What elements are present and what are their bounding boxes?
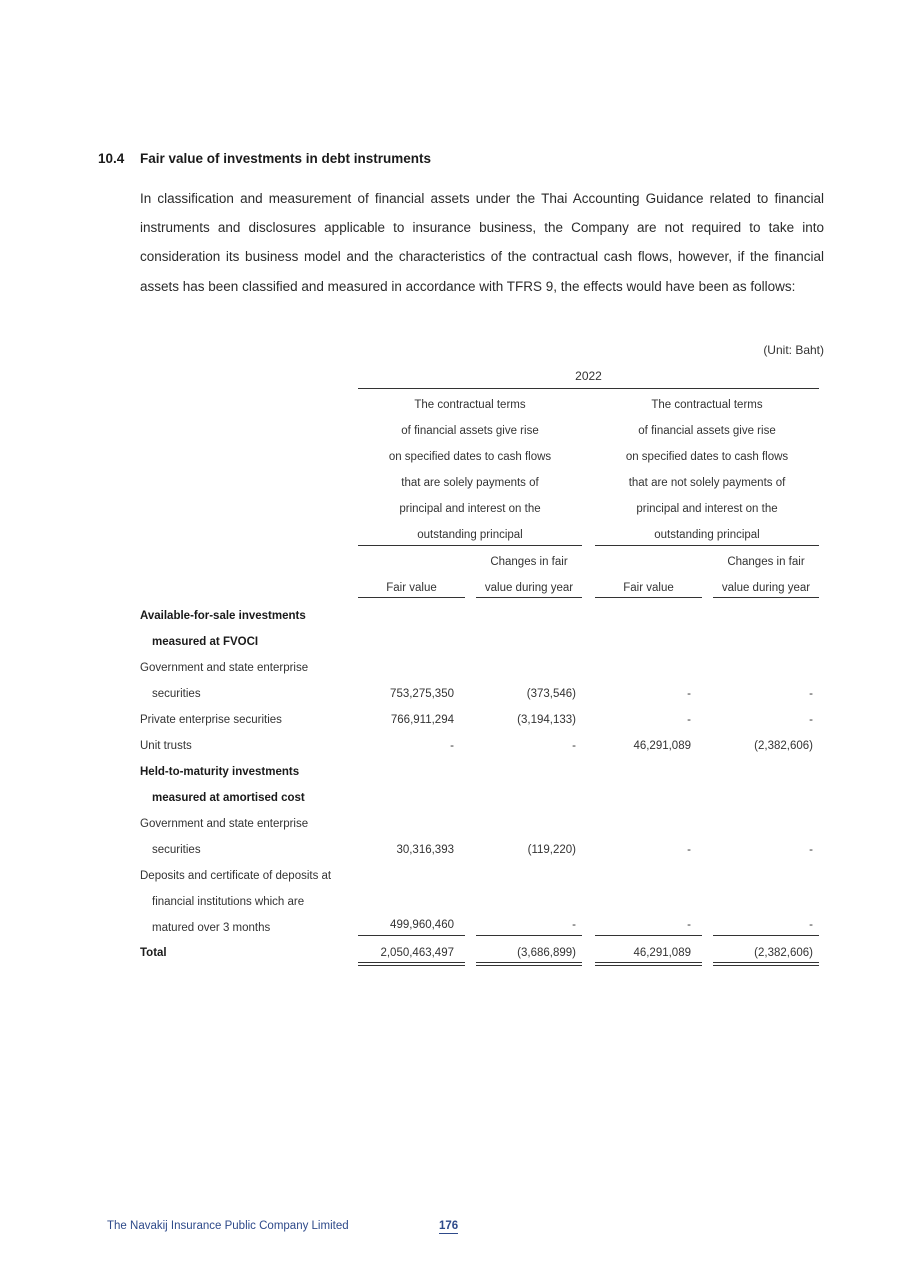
row-label: matured over 3 months (152, 922, 271, 934)
cell-value: - (450, 740, 454, 752)
col-header-changes-2: value during year (484, 582, 574, 594)
col-header-changes-1: Changes in fair (727, 556, 805, 568)
cell-value: (119,220) (527, 844, 576, 856)
group-header-line: that are solely payments of (401, 477, 539, 489)
total-double-underline (476, 962, 582, 966)
subtotal-line (595, 935, 702, 936)
cell-value: 499,960,460 (390, 919, 454, 931)
col-underline (358, 597, 465, 598)
group-header-line: of financial assets give rise (638, 425, 776, 437)
total-value: (3,686,899) (517, 947, 576, 959)
row-label: Government and state enterprise (140, 662, 309, 674)
total-value: 46,291,089 (633, 947, 691, 959)
col-underline (713, 597, 819, 598)
group-header-line: that are not solely payments of (628, 477, 786, 489)
row-label: Held-to-maturity investments (140, 766, 300, 778)
group-header-non-sppi (595, 392, 819, 548)
section-heading (98, 151, 431, 166)
cell-value: - (809, 919, 813, 931)
group-header-line: outstanding principal (417, 529, 523, 541)
cell-value: 30,316,393 (396, 844, 454, 856)
group-underline (595, 545, 819, 546)
group-header-line: on specified dates to cash flows (625, 451, 789, 463)
footer-company-name: The Navakij Insurance Public Company Limited (107, 1220, 349, 1232)
total-value: (2,382,606) (754, 947, 813, 959)
group-header-line: principal and interest on the (399, 503, 541, 515)
total-double-underline (595, 962, 702, 966)
row-label: measured at FVOCI (152, 636, 259, 648)
group-header-line: The contractual terms (651, 399, 763, 411)
year-header: 2022 (575, 369, 602, 383)
cell-value: - (809, 714, 813, 726)
group-underline (358, 545, 582, 546)
cell-value: - (572, 740, 576, 752)
subtotal-line (713, 935, 819, 936)
cell-value: - (687, 714, 691, 726)
cell-value: 46,291,089 (633, 740, 691, 752)
row-label: financial institutions which are (152, 896, 305, 908)
row-label: Unit trusts (140, 740, 192, 752)
row-label: measured at amortised cost (152, 792, 305, 804)
total-double-underline (713, 962, 819, 966)
col-header-fair-value: Fair value (623, 582, 674, 594)
row-label: Government and state enterprise (140, 818, 309, 830)
col-header-changes-2: value during year (721, 582, 811, 594)
group-header-line: outstanding principal (654, 529, 760, 541)
section-number: 10.4 (98, 151, 125, 166)
col-header-changes-1: Changes in fair (490, 556, 568, 568)
row-label-total: Total (140, 947, 167, 959)
group-header-line: of financial assets give rise (401, 425, 539, 437)
unit-label: (Unit: Baht) (763, 343, 824, 357)
group-header-line: principal and interest on the (636, 503, 778, 515)
row-label: securities (152, 688, 201, 700)
row-label: Private enterprise securities (140, 714, 282, 726)
cell-value: (373,546) (526, 688, 576, 700)
row-label: Deposits and certificate of deposits at (140, 870, 332, 882)
total-value: 2,050,463,497 (380, 947, 454, 959)
year-underline (358, 388, 819, 389)
total-double-underline (358, 962, 465, 966)
col-header-fair-value: Fair value (386, 582, 437, 594)
cell-value: - (687, 688, 691, 700)
row-label: Available-for-sale investments (140, 610, 306, 622)
row-label: securities (152, 844, 201, 856)
col-underline (595, 597, 702, 598)
cell-value: 766,911,294 (390, 714, 454, 726)
group-header-line: on specified dates to cash flows (388, 451, 552, 463)
cell-value: - (687, 844, 691, 856)
group-header-sppi (358, 392, 582, 548)
section-title: Fair value of investments in debt instruments (140, 151, 432, 166)
subtotal-line (358, 935, 465, 936)
subtotal-line (476, 935, 582, 936)
cell-value: (3,194,133) (517, 714, 576, 726)
section-paragraph: In classification and measurement of financial assets under the Thai Accounting Guidance related to financial instruments and disclosures applicable to insurance business, the Company are not required to take into consideration its business model and the characteristics of the contractual cash flows, however, if the financial assets has been classified and measured in accordance with TFRS 9, the effects would have been as follows: (140, 191, 824, 294)
cell-value: - (809, 688, 813, 700)
group-header-line: The contractual terms (414, 399, 526, 411)
cell-value: - (687, 919, 691, 931)
cell-value: (2,382,606) (754, 740, 813, 752)
cell-value: 753,275,350 (390, 688, 454, 700)
col-underline (476, 597, 582, 598)
cell-value: - (572, 919, 576, 931)
cell-value: - (809, 844, 813, 856)
page-number: 176 (439, 1220, 459, 1232)
